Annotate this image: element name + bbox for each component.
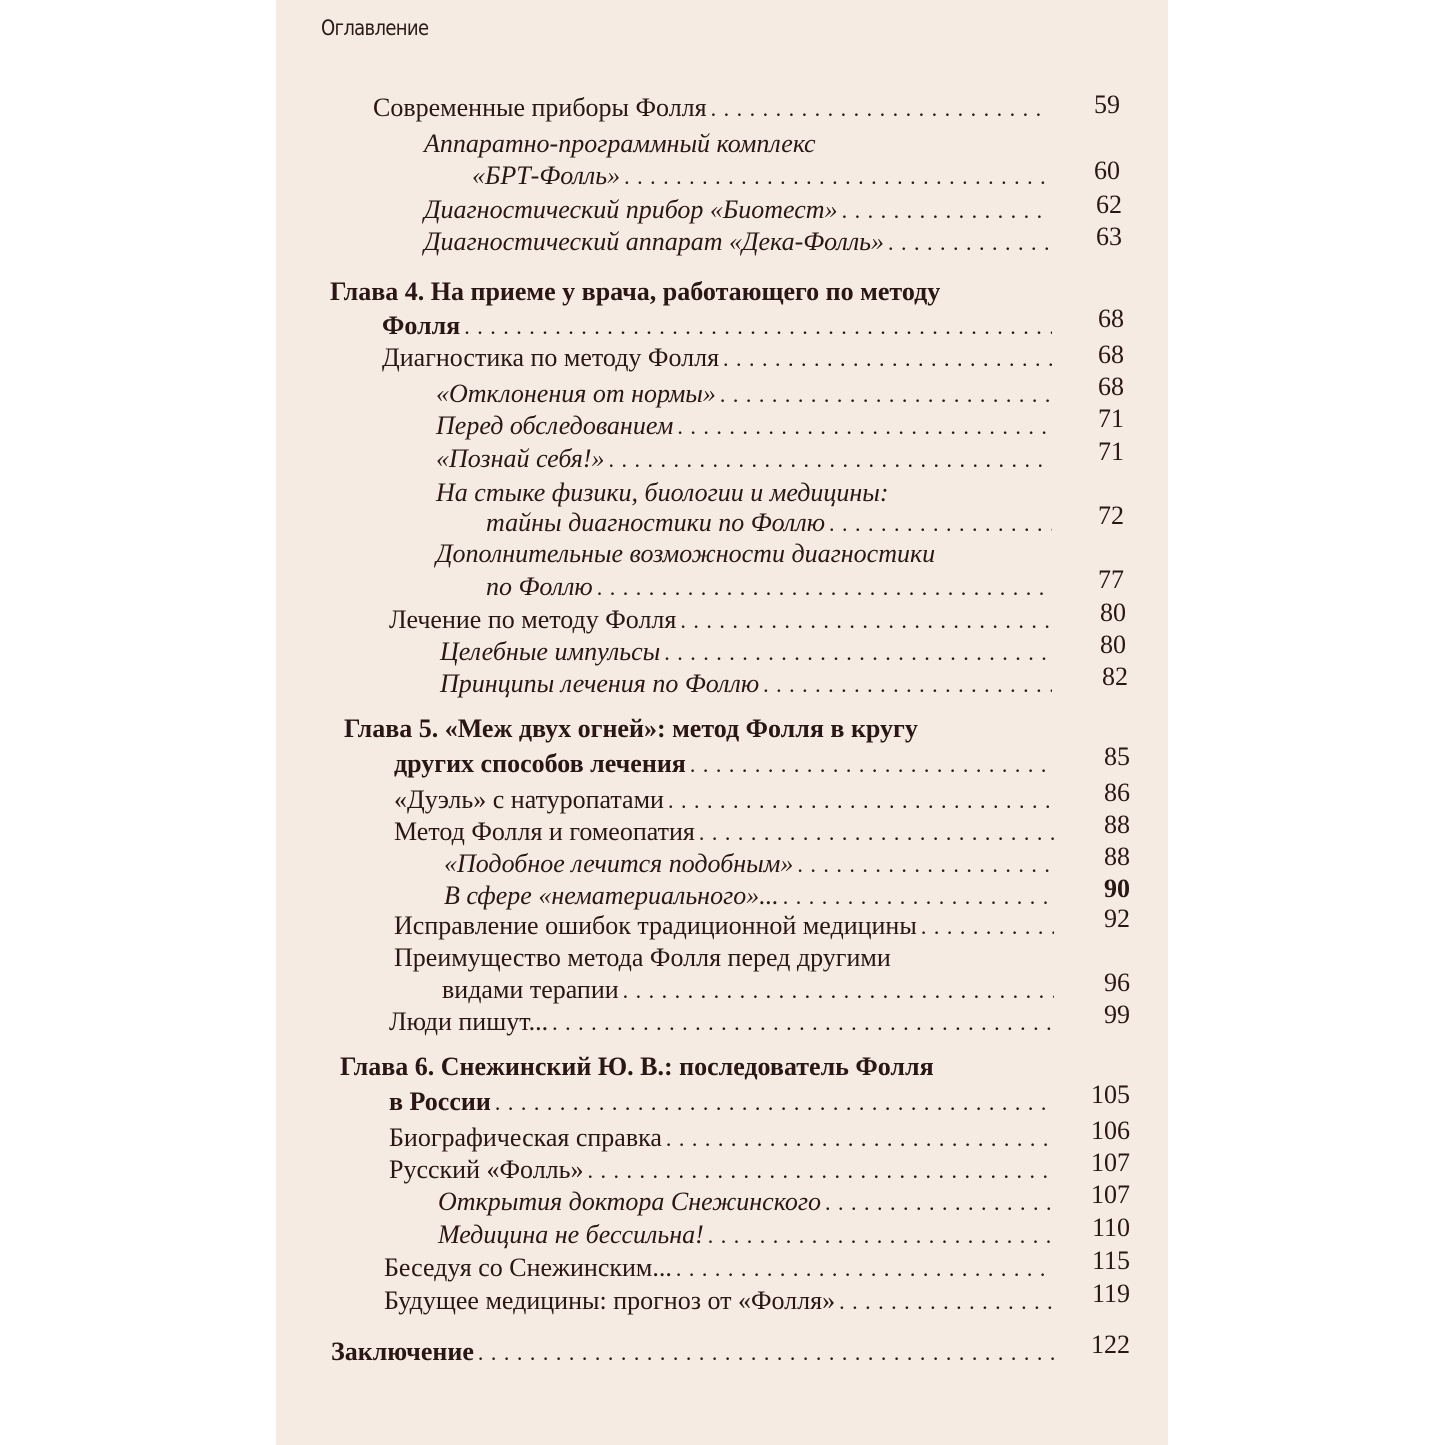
toc-entry-title: Русский «Фолль»	[389, 1155, 584, 1184]
toc-page-number: 90	[1104, 874, 1130, 903]
dot-leader	[708, 1219, 1054, 1252]
toc-entry	[394, 942, 1094, 974]
dot-leader	[588, 1154, 1054, 1187]
toc-entry	[394, 910, 1060, 942]
dot-leader	[921, 910, 1054, 943]
toc-entry	[486, 507, 1058, 539]
toc-entry	[389, 604, 1058, 636]
toc-page-number: 106	[1091, 1116, 1130, 1145]
toc-entry	[444, 848, 1060, 880]
toc-entry	[424, 194, 1056, 226]
dot-leader	[839, 1285, 1054, 1318]
toc-entry	[486, 571, 1058, 603]
toc-chapter-title: Глава 5. «Меж двух огней»: метод Фолля в кругу	[344, 714, 918, 743]
toc-entry	[389, 1154, 1060, 1186]
toc-chapter	[331, 1336, 1060, 1368]
toc-page-number: 71	[1098, 404, 1124, 433]
toc-page-number: 107	[1091, 1180, 1130, 1209]
toc-page-number: 68	[1098, 372, 1124, 401]
dot-leader	[676, 1252, 1054, 1285]
toc-page-number: 68	[1098, 304, 1124, 333]
toc-entry-title: Люди пишут...	[389, 1007, 549, 1036]
toc-chapter	[340, 1051, 1100, 1083]
toc-entry-title: Будущее медицины: прогноз от «Фолля»	[384, 1286, 836, 1315]
toc-entry-title: Беседуя со Снежинским...	[384, 1253, 672, 1282]
toc-entry	[436, 443, 1058, 475]
toc-entry	[389, 1122, 1060, 1154]
toc-page-number: 122	[1091, 1330, 1130, 1359]
dot-leader	[664, 636, 1052, 669]
toc-page-number: 59	[1094, 90, 1120, 119]
dot-leader	[699, 816, 1054, 849]
dot-leader	[829, 507, 1052, 540]
toc-entry-title: Преимущество метода Фолля перед другими	[394, 943, 891, 972]
dot-leader	[495, 1086, 1054, 1119]
dot-leader	[888, 226, 1050, 259]
toc-entry-title: «Отклонения от нормы»	[436, 379, 716, 408]
toc-entry	[436, 410, 1058, 442]
toc-entry-title: Современные приборы Фолля	[373, 93, 707, 122]
toc-entry	[440, 636, 1058, 668]
toc-chapter-title: в России	[389, 1087, 491, 1116]
toc-chapter-title: Глава 6. Снежинский Ю. В.: последователь Фолля	[340, 1052, 934, 1081]
toc-entry-title: «БРТ-Фолль»	[472, 161, 621, 190]
toc-entry-title: В сфере «нематериального»...	[444, 881, 779, 910]
dot-leader	[842, 194, 1050, 227]
toc-entry	[440, 668, 1058, 700]
dot-leader	[666, 1122, 1054, 1155]
toc-entry	[438, 1219, 1060, 1251]
toc-page-number: 86	[1104, 778, 1130, 807]
toc-entry	[394, 784, 1060, 816]
toc-chapter-title: Заключение	[331, 1337, 474, 1366]
toc-entry-title: На стыке физики, биологии и медицины:	[436, 478, 889, 507]
toc-entry	[424, 226, 1056, 258]
toc-page-number: 68	[1098, 340, 1124, 369]
dot-leader	[478, 1336, 1054, 1369]
toc-entry	[382, 342, 1058, 374]
toc-page-number: 99	[1104, 1000, 1130, 1029]
dot-leader	[680, 604, 1052, 637]
toc-entry	[472, 160, 1056, 192]
toc-entry-title: по Фоллю	[486, 572, 593, 601]
toc-page-number: 80	[1100, 630, 1126, 659]
dot-leader	[552, 1006, 1054, 1039]
toc-page-number: 63	[1096, 222, 1122, 251]
toc-page-number: 77	[1098, 565, 1124, 594]
toc-page-number: 96	[1104, 968, 1130, 997]
toc-entry-title: «Подобное лечится подобным»	[444, 849, 794, 878]
dot-leader	[723, 342, 1052, 375]
dot-leader	[677, 410, 1052, 443]
toc-entry	[436, 378, 1058, 410]
toc-entry-title: Целебные импульсы	[440, 637, 661, 666]
toc-entry	[444, 880, 1060, 912]
dot-leader	[609, 443, 1052, 476]
toc-entry-title: «Дуэль» с натуропатами	[394, 785, 664, 814]
toc-entry-title: Исправление ошибок традиционной медицины	[394, 911, 917, 940]
toc-page-number: 72	[1098, 501, 1124, 530]
dot-leader	[711, 92, 1043, 125]
toc-page-number: 88	[1104, 810, 1130, 839]
toc-page-number: 115	[1091, 1246, 1130, 1275]
toc-chapter-title: Фолля	[382, 311, 461, 340]
dot-leader	[668, 784, 1054, 817]
toc-entry-title: Дополнительные возможности диагностики	[436, 539, 936, 568]
toc-entry-title: Диагностический прибор «Биотест»	[424, 195, 838, 224]
toc-entry-title: Принципы лечения по Фоллю	[440, 669, 760, 698]
toc-entry-title: Метод Фолля и гомеопатия	[394, 817, 695, 846]
toc-entry-title: Аппаратно-программный комплекс	[424, 129, 816, 158]
toc-chapter	[330, 276, 1090, 308]
dot-leader	[464, 310, 1052, 343]
toc-entry	[436, 538, 1116, 570]
toc-entry	[384, 1285, 1060, 1317]
toc-entry	[438, 1186, 1060, 1218]
dot-leader	[763, 668, 1052, 701]
toc-entry-title: тайны диагностики по Фоллю	[486, 508, 826, 537]
toc-chapter-title: Глава 4. На приеме у врача, работающего по методу	[330, 277, 941, 306]
toc-entry	[442, 974, 1060, 1006]
toc-entry	[436, 477, 1096, 509]
toc-page-number: 110	[1091, 1213, 1130, 1242]
toc-entry-title: Биографическая справка	[389, 1123, 662, 1152]
toc-page-number: 80	[1100, 598, 1126, 627]
dot-leader	[720, 378, 1052, 411]
dot-leader	[825, 1186, 1054, 1219]
toc-entry-title: «Познай себя!»	[436, 444, 605, 473]
book-page	[276, 0, 1168, 1445]
dot-leader	[597, 571, 1052, 604]
toc-entry-title: Медицина не бессильна!	[438, 1220, 704, 1249]
toc-entry	[384, 1252, 1060, 1284]
toc-entry	[373, 92, 1049, 124]
toc-entry-title: Перед обследованием	[436, 411, 674, 440]
toc-page-number: 62	[1096, 190, 1122, 219]
toc-page-number: 119	[1091, 1279, 1130, 1308]
toc-page-number: 60	[1094, 156, 1120, 185]
toc-entry-title: видами терапии	[442, 975, 619, 1004]
toc-page-number: 71	[1098, 437, 1124, 466]
toc-entry	[389, 1006, 1060, 1038]
toc-entry-title: Лечение по методу Фолля	[389, 605, 677, 634]
dot-leader	[783, 880, 1054, 913]
toc-entry	[424, 128, 1064, 160]
toc-chapter	[382, 310, 1058, 342]
toc-entry-title: Открытия доктора Снежинского	[438, 1187, 822, 1216]
toc-page-number: 85	[1104, 742, 1130, 771]
toc-page-number: 92	[1104, 904, 1130, 933]
toc-chapter-title: других способов лечения	[394, 749, 686, 778]
dot-leader	[690, 748, 1054, 781]
toc-page-number: 105	[1091, 1080, 1130, 1109]
toc-page-number: 107	[1091, 1148, 1130, 1177]
toc-chapter	[344, 713, 1104, 745]
toc-page-number: 88	[1104, 842, 1130, 871]
toc-page-number: 82	[1102, 662, 1128, 691]
toc-chapter	[394, 748, 1060, 780]
running-head-title: Оглавление	[321, 16, 429, 40]
dot-leader	[623, 974, 1054, 1007]
toc-chapter	[389, 1086, 1060, 1118]
toc-entry	[394, 816, 1060, 848]
toc-entry-title: Диагностика по методу Фолля	[382, 343, 720, 372]
toc-entry-title: Диагностический аппарат «Дека-Фолль»	[424, 227, 885, 256]
dot-leader	[797, 848, 1054, 881]
dot-leader	[624, 160, 1050, 193]
